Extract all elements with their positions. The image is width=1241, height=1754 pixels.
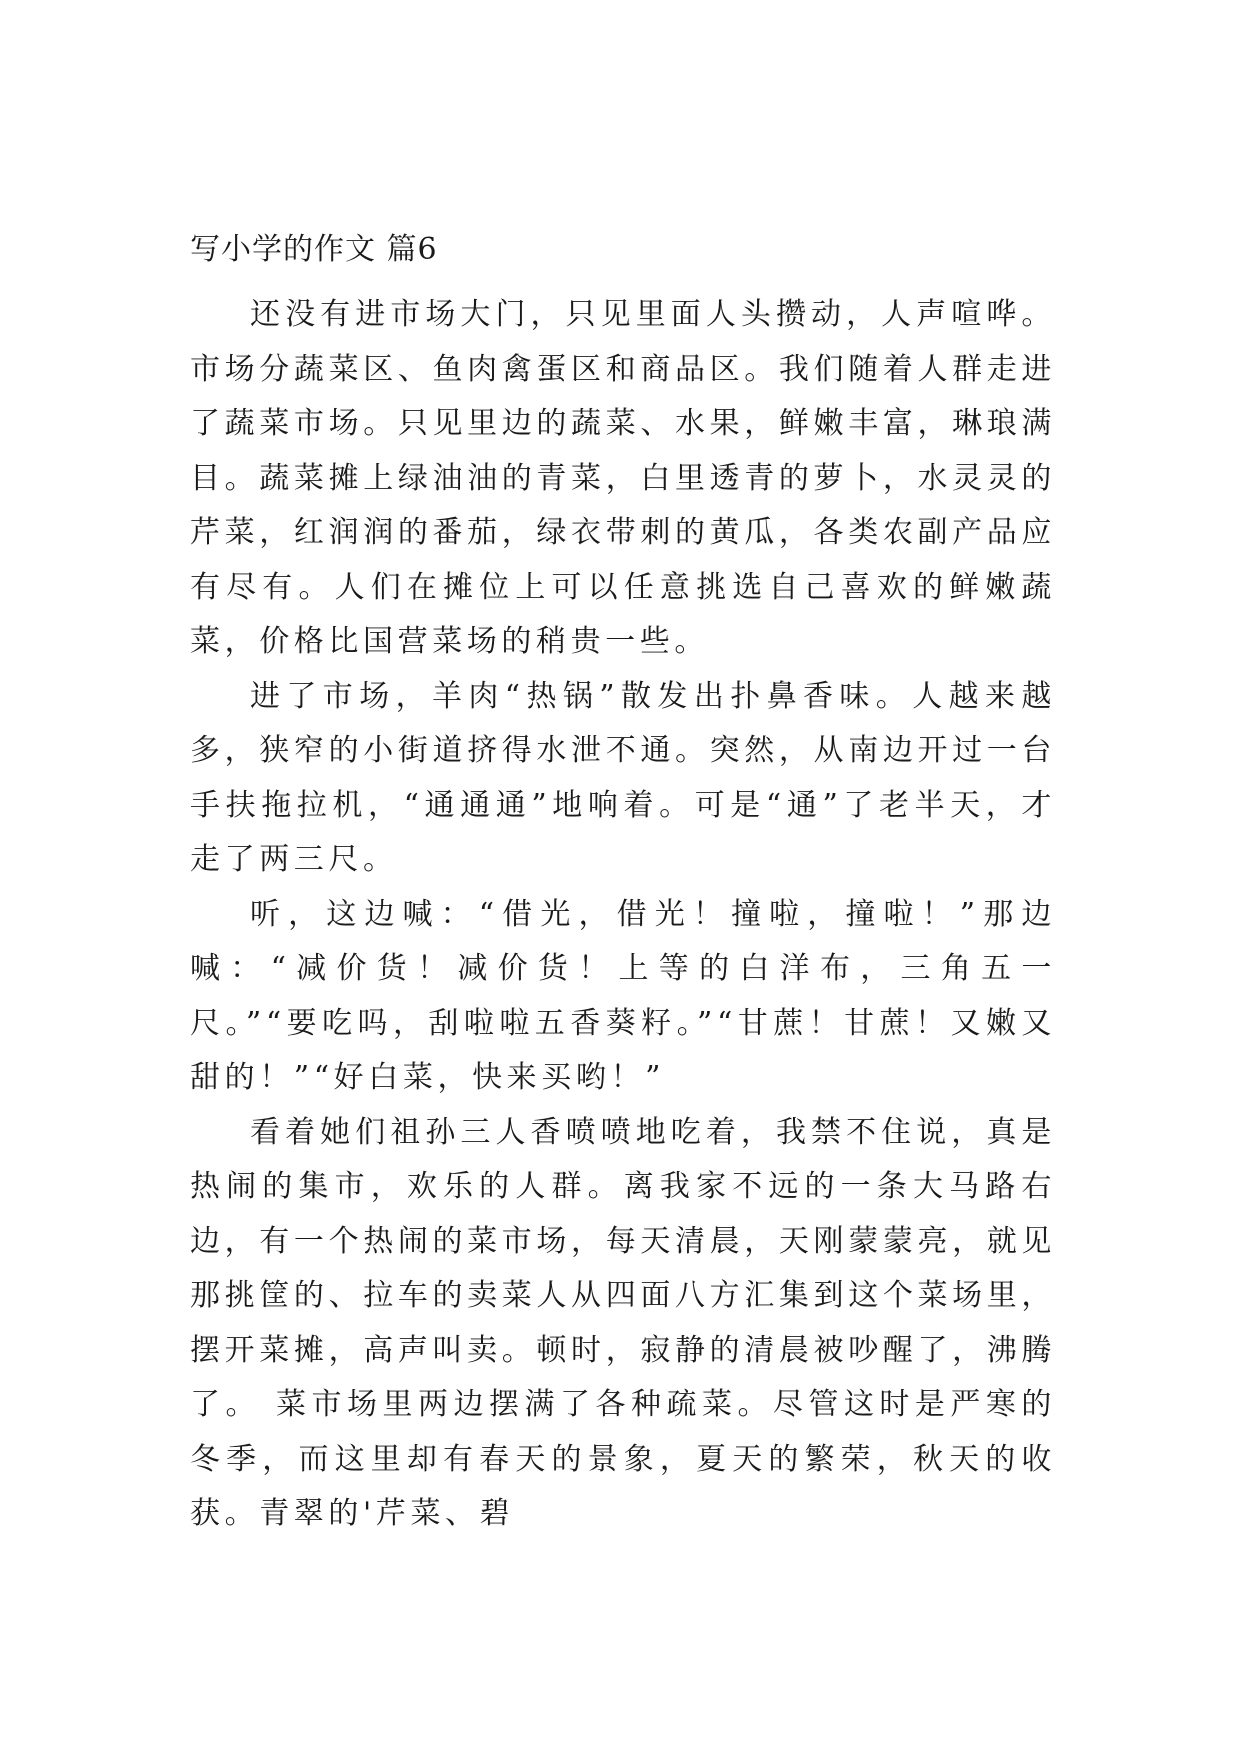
paragraph-3: 听，这边喊：“借光，借光！撞啦，撞啦！”那边喊：“减价货！减价货！上等的白洋布，三角五一尺。”“要吃吗，刮啦啦五香葵籽。”“甘蔗！甘蔗！又嫩又甜的！”“好白菜，快来买哟！” — [190, 896, 1056, 1095]
paragraph-4: 看着她们祖孙三人香喷喷地吃着，我禁不住说，真是热闹的集市，欢乐的人群。离我家不远的一条大马路右边，有一个热闹的菜市场，每天清晨，天刚蒙蒙亮，就见那挑筐的、拉车的卖菜人从四面八方汇集到这个菜场里，摆开菜摊，高声叫卖。顿时，寂静的清晨被吵醒了，沸腾了。 菜市场里两边摆满了各种疏菜。尽管这时是严寒的冬季，而这里却有春天的景象，夏天的繁荣，秋天的收获。青翠的'芹菜、碧 — [190, 1114, 1056, 1531]
paragraph-2: 进了市场，羊肉“热锅”散发出扑鼻香味。人越来越多，狭窄的小街道挤得水泄不通。突然，从南边开过一台手扶拖拉机，“通通通”地响着。可是“通”了老半天，才走了两三尺。 — [190, 678, 1056, 877]
document-page — [190, 222, 1056, 1542]
paragraph-1: 还没有进市场大门，只见里面人头攒动，人声喧哗。市场分蔬菜区、鱼肉禽蛋区和商品区。我们随着人群走进了蔬菜市场。只见里边的蔬菜、水果，鲜嫩丰富，琳琅满目。蔬菜摊上绿油油的青菜，白里透青的萝卜，水灵灵的芹菜，红润润的番茄，绿衣带刺的黄瓜，各类农副产品应有尽有。人们在摊位上可以任意挑选自己喜欢的鲜嫩蔬菜，价格比国营菜场的稍贵一些。 — [190, 297, 1056, 659]
document-title: 写小学的作文 篇6 — [190, 232, 438, 267]
